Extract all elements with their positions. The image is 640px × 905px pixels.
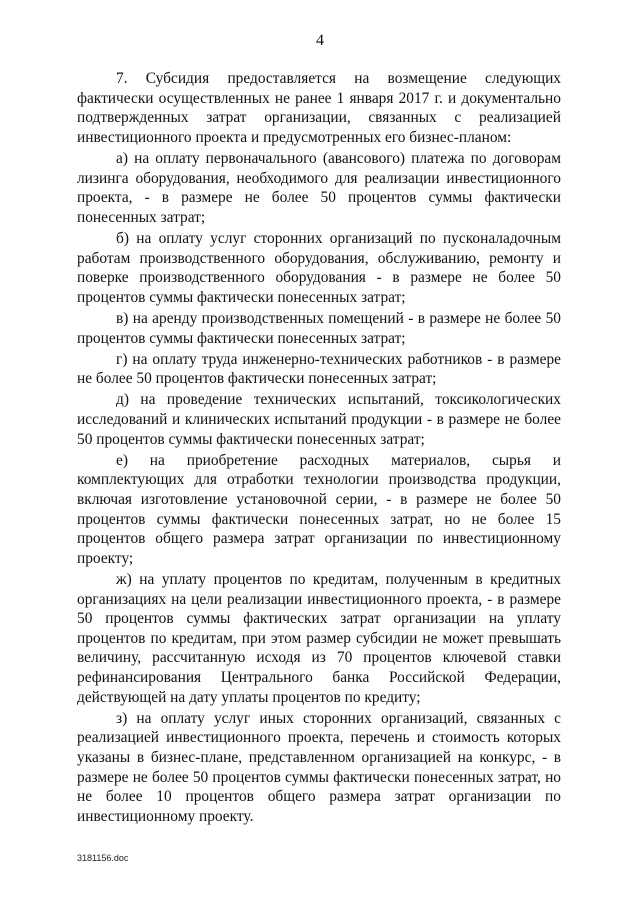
list-item-g: г) на оплату труда инженерно-технических работников - в размере не более 50 процентов фактически понесенных затрат; (77, 350, 561, 388)
footer-filename: 3181156.doc (77, 853, 129, 863)
list-item-e: е) на приобретение расходных материалов, сырья и комплектующих для отработки технологии производства продукции, включая изготовление установочной серии, - в размере не более 50 процентов суммы фактически понесенных затрат, но не более 15 процентов общего размера затрат организации по инвестиционному проекту; (77, 451, 561, 567)
list-item-a: а) на оплату первоначального (авансового) платежа по договорам лизинга оборудования, необходимого для реализации инвестиционного проекта, - в размере не более 50 процентов суммы фактически понесенных затрат; (77, 149, 561, 226)
list-item-v: в) на аренду производственных помещений - в размере не более 50 процентов суммы фактически понесенных затрат; (77, 309, 561, 347)
list-item-d: д) на проведение технических испытаний, токсикологических исследований и клинических испытаний продукции - в размере не более 50 процентов суммы фактически понесенных затрат; (77, 391, 561, 448)
list-item-zh: ж) на уплату процентов по кредитам, полученным в кредитных организациях на цели реализации инвестиционного проекта, - в размере 50 процентов суммы фактических затрат организации на уплату процентов по кредитам, при этом размер субсидии не может превышать величину, рассчитанную исходя из 70 процентов ключевой ставки рефинансирования Центрального банка Российской Федерации, действующей на дату уплаты процентов по кредиту; (77, 571, 561, 706)
list-item-z: з) на оплату услуг иных сторонних организаций, связанных с реализацией инвестиционного проекта, перечень и стоимость которых указаны в бизнес-плане, представленном организацией на конкурс, - в размере не более 50 процентов суммы фактически понесенных затрат, но не более 10 процентов общего размера затрат организации по инвестиционному проекту. (77, 709, 561, 825)
document-body (77, 69, 561, 826)
list-item-b: б) на оплату услуг сторонних организаций по пусконаладочным работам производственного оборудования, обслуживанию, ремонту и поверке производственного оборудования - в размере не более 50 процентов суммы фактически понесенных затрат; (77, 229, 561, 306)
page-number: 4 (316, 32, 324, 49)
paragraph-clause-7: 7. Субсидия предоставляется на возмещение следующих фактически осуществленных не ранее 1 января 2017 г. и документально подтвержденных затрат организации, связанных с реализацией инвестиционного проекта и предусмотренных его бизнес-планом: (77, 70, 561, 146)
